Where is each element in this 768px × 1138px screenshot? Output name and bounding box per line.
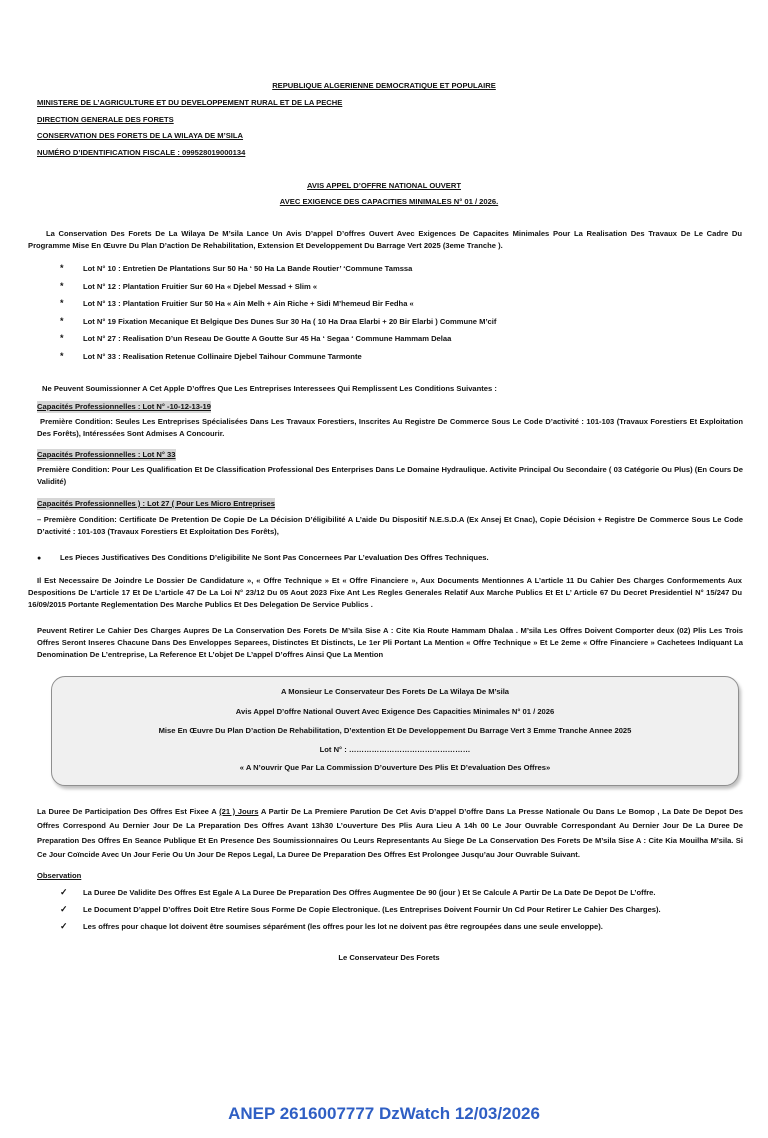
observation-item: ✓ La Duree De Validite Des Offres Est Egale A La Duree De Preparation Des Offres Augmentee De 90 (jour ) Et Se Calcule A Partir De La Date De Depot De L’offre. [60,887,656,897]
duration-paragraph: La Duree De Participation Des Offres Est Fixee A (21 ) Jours A Partir De La Premiere Parution De Cet Avis D’appel D’offre Dans La Presse Nationale Ou Dans Le Bomop , La Date De Depot Des Offres Correspond Au Dernier Jour De La Preparation Des Offres Avant 13h30 L’ouverture Des Plis Aura Lieu A 14h 00 Le Jour Ouvrable Correspondant Au Dernier Jour De La Duree De Preparation Des Offres En Seance Publique Et En Presence Des Soumissionnaires Ou Leurs Representants Au Siege De La Conservation Des Forets De M’sila Sise A : Cite Kia Mouilha M’sila. Si Ce Jour Coïncide Avec Un Jour Ferie Ou Un Jour De Repos Legal, La Duree De Preparation Des Offres Est Prolongee Jusqu’au Jour Ouvrable Suivant. [37,807,743,860]
direction-line: DIRECTION GENERALE DES FORETS [37,115,174,124]
envelope-line-addressee: A Monsieur Le Conservateur Des Forets De La Wilaya De M’sila [280,687,510,696]
lot-item: * Lot N° 19 Fixation Mecanique Et Belgique Des Dunes Sur 30 Ha ( 10 Ha Draa Elarbi + 20 Bir Elarbi ) Commune M’cif [60,316,497,326]
dot-bullet: ● [37,555,42,562]
envelope-line-notice: Avis Appel D’offre National Ouvert Avec Exigence Des Capacities Minimales N° 01 / 2026 [235,707,555,716]
ministry-line: MINISTERE DE L’AGRICULTURE ET DU DEVELOPPEMENT RURAL ET DE LA PECHE [37,98,343,107]
tax-id-line: NUMÉRO D’IDENTIFICATION FISCALE : 099528019000134 [37,148,246,157]
lot-item: * Lot N° 10 : Entretien De Plantations Sur 50 Ha ‘ 50 Ha La Bande Routier’ ‘Commune Tamssa [60,263,413,273]
capacity-text-2: Première Condition: Pour Les Qualification Et De Classification Professional Des Enterprises Dans Le Domaine Hydraulique. Activite Principal Ou Secondaire ( 03 Catégorie Ou Plus) (En Cours De Validité) [37,465,743,486]
observation-item: ✓ Le Document D’appel D’offres Doit Etre Retire Sous Forme De Copie Electronique. (Les Entreprises Doivent Fournir Un Cd Pour Retirer Le Cahier Des Charges). [60,904,661,914]
pieces-note: ● Les Pieces Justificatives Des Conditions D’eligibilite Ne Sont Pas Concernees Par L’evaluation Des Offres Techniques. [37,552,489,565]
envelope-line-lot: Lot N° : ………………………………………… [319,745,471,754]
capacity-heading-3: Capacités Professionnelles ) : Lot 27 ( Pour Les Micro Entreprises [37,499,276,508]
notice-title: AVIS APPEL D’OFFRE NATIONAL OUVERT [307,181,461,190]
lot-item: * Lot N° 27 : Realisation D’un Reseau De Goutte A Goutte Sur 45 Ha ‘ Segaa ‘ Commune Hammam Delaa [60,333,452,343]
retrait-paragraph: Peuvent Retirer Le Cahier Des Charges Aupres De La Conservation Des Forets De M’sila Sise A : Cite Kia Route Hammam Dhalaa . M’sila Les Offres Doivent Comporter deux (02) Plis Les Trois Offres Seront Inseres Chacune Dans Des Enveloppes Separees, Distinctes Et Distincts, Le 1er Pli Portant La Mention « Offre Technique » Et Le 2eme « Offre Financiere » Cachetees Indiquant La Denomination De L’entreprise, La Reference Et L’objet De L’appel D’offres Ainsi Que La Mention [37,626,743,659]
capacity-heading-2: Capacités Professionnelles : Lot N° 33 [37,450,176,459]
lot-item: * Lot N° 13 : Plantation Fruitier Sur 50 Ha « Ain Melh + Ain Riche + Sidi M’hemeud Bir Fedha « [60,298,414,308]
envelope-line-instruction: « A N’ouvrir Que Par La Commission D’ouverture Des Plis Et D’evaluation Des Offres» [239,763,551,772]
footer-reference: ANEP 2616007777 DzWatch 12/03/2026 [228,1104,540,1123]
dossier-paragraph: Il Est Necessaire De Joindre Le Dossier De Candidature », « Offre Technique » Et « Offre Financiere », Aux Documents Mentionnes A L’article 11 Du Cahier Des Charges Conformements Aux Despositions De L’article 17 Et De L’article 47 De La Loi N° 23/12 Du 05 Aout 2023 Fixe Ant Les Regles Generales Relatif Aux Marche Publics Et Et L’ Article 67 Du Decret Presidentiel N° 15/247 Du 16/09/2015 Portante Reglementation Des Marche Publics Et Des Delegation De Service Publics . [28,576,742,609]
capacity-heading-1: Capacités Professionnelles : Lot N° -10-12-13-19 [37,402,211,411]
envelope-line-program: Mise En Œuvre Du Plan D’action De Rehabilitation, D’extention Et De Developpement Du Barrage Vert 3 Emme Tranche Annee 2025 [158,726,632,735]
capacity-text-3: – Première Condition: Certificate De Pretention De Copie De La Décision D’éligibilité A L’aide Du Dispositif N.E.S.D.A (Ex Ansej Et Cnac), Copie Décision + Registre De Commerce Sous Le Code D’activité : 101-103 (Travaux Forestiers Et Exploitation Des Forêts), [37,515,743,536]
intro-paragraph: La Conservation Des Forets De La Wilaya De M’sila Lance Un Avis D’appel D’offres Ouvert Avec Exigences De Capacites Minimales Pour La Realisation Des Travaux De Le Cadre Du Programme Mise En Œuvre Du Plan D’action De Rehabilitation, Extension Et Developpement Du Barrage Vert 2025 (3eme Tranche ). [28,229,742,250]
signature: Le Conservateur Des Forets [338,953,440,962]
envelope-mention-box [51,676,739,786]
lot-item: * Lot N° 33 : Realisation Retenue Collinaire Djebel Taihour Commune Tarmonte [60,351,362,361]
republic-heading: REPUBLIQUE ALGERIENNE DEMOCRATIQUE ET POPULAIRE [272,81,496,90]
conservation-line: CONSERVATION DES FORETS DE LA WILAYA DE M’SILA [37,131,244,140]
observation-item: ✓ Les offres pour chaque lot doivent être soumises séparément (les offres pour les lot ne doivent pas être regroupées dans une seule enveloppe). [60,921,603,931]
observation-heading: Observation [37,871,82,880]
eligibility-intro: Ne Peuvent Soumissionner A Cet Apple D’offres Que Les Entreprises Interessees Qui Remplissent Les Conditions Suivantes : [42,384,497,393]
lot-item: * Lot N° 12 : Plantation Fruitier Sur 60 Ha « Djebel Messad + Slim « [60,281,318,291]
duration-days: (21 ) Jours [219,807,259,816]
capacity-text-1: Première Condition: Seules Les Entreprises Spécialisées Dans Les Travaux Forestiers, Inscrites Au Registre De Commerce Sous Le Code D’activité : 101-103 (Travaux Forestiers Et Exploitation Des Forêts), Intéressées Sont Admises A Concourir. [37,417,743,438]
notice-subtitle: AVEC EXIGENCE DES CAPACITIES MINIMALES N° 01 / 2026. [279,197,499,206]
